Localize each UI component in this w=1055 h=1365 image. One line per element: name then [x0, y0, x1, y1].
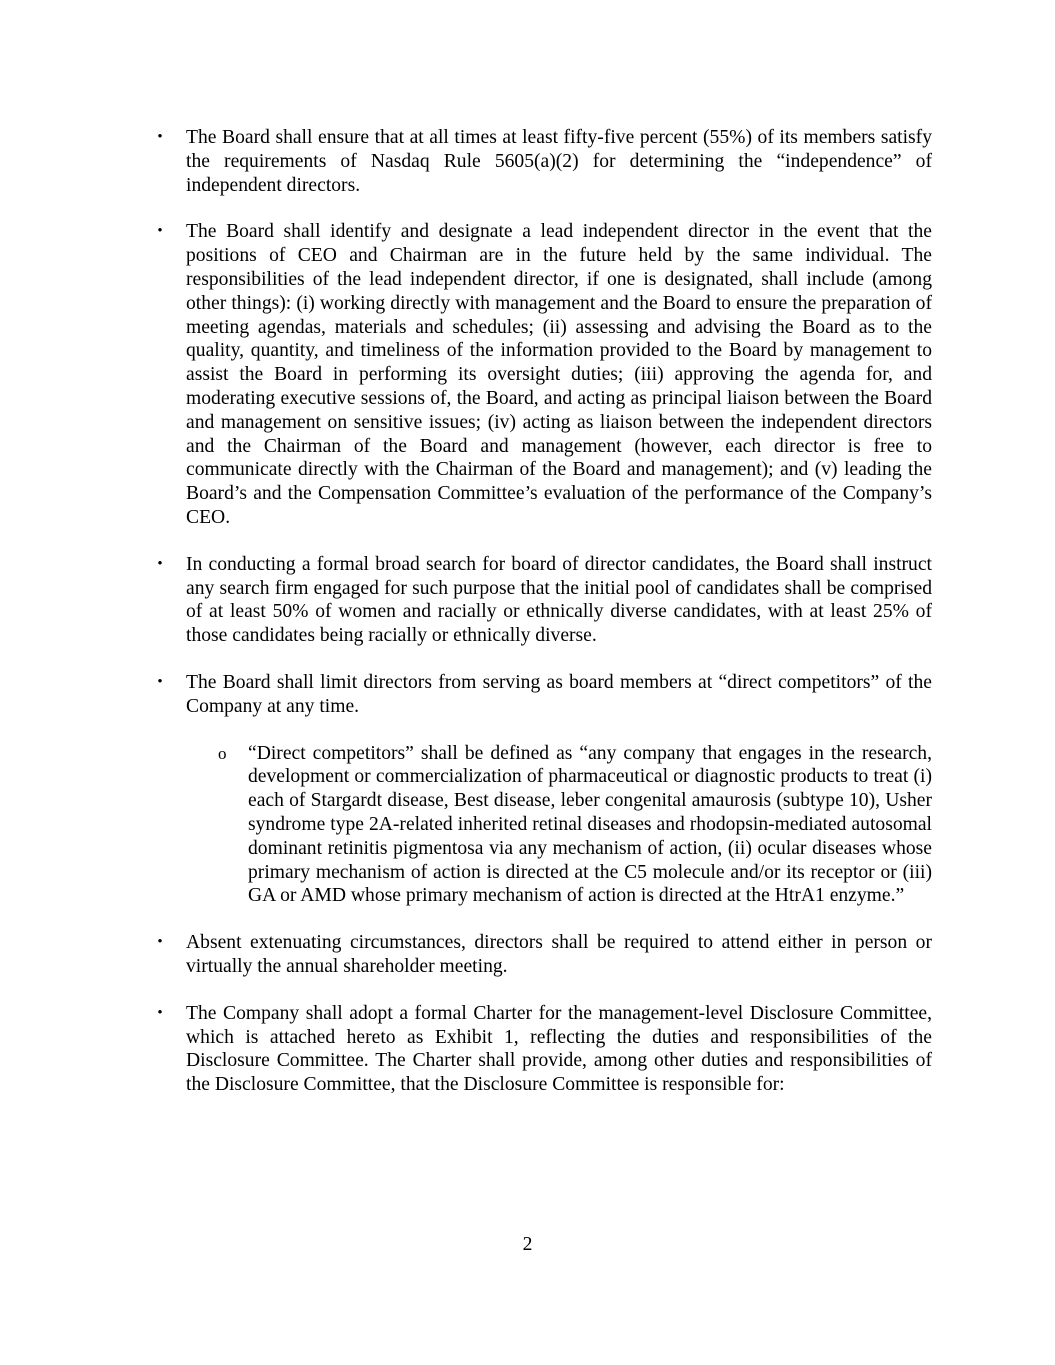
sub-bullet-item-definition [218, 742, 932, 909]
bullet-icon: • [157, 934, 163, 951]
bullet-icon: • [157, 129, 163, 145]
bullet-item-shareholder-meeting [157, 931, 932, 979]
paragraph-text: The Board shall identify and designate a lead independent director in the event that the positions of CEO and Chairman are in the future held by the same individual. The responsibilities of the lead independent director, if one is designated, shall include (among other things): (i) working directly with management and the Board to ensure the preparation of meeting agendas, materials and schedules; (ii) assessing and advising the Board as to the quality, quantity, and timeliness of the information provided to the Board by management to assist the Board in performing its oversight duties; (iii) approving the agenda for, and moderating executive sessions of, the Board, and acting as principal liaison between the Board and management on sensitive issues; (iv) acting as liaison between the independent directors and the Chairman of the Board and management (however, each director is free to communicate directly with the Chairman of the Board and management); and (v) leading the Board’s and the Compensation Committee’s evaluation of the performance of the Company’s CEO. [186, 221, 932, 528]
paragraph-text: In conducting a formal broad search for board of director candidates, the Board shall instruct any search firm engaged for such purpose that the initial pool of candidates shall be comprised of at least 50% of women and racially or ethnically diverse candidates, with at least 25% of those candidates being racially or ethnically diverse. [186, 553, 932, 647]
paragraph-text: The Board shall limit directors from serving as board members at “direct competitors” of the Company at any time. [186, 671, 932, 717]
bullet-icon: • [157, 673, 163, 690]
paragraph-text: The Company shall adopt a formal Charter for the management-level Disclosure Committee, which is attached hereto as Exhibit 1, reflecting the duties and responsibilities of the Disclosure Committee. The Charter shall provide, among other duties and responsibilities of the Disclosure Committee, that the Disclosure Committee is responsible for: [186, 1002, 932, 1096]
bullet-item-lead-director [157, 220, 932, 529]
paragraph-text: The Board shall ensure that at all times at least fifty-five percent (55%) of its members satisfy the requirements of Nasdaq Rule 5605(a)(2) for determining the “independence” of independent directors. [186, 127, 932, 196]
page-number: 2 [522, 1234, 533, 1255]
bullet-item-disclosure-committee [157, 1002, 932, 1097]
bullet-item-direct-competitors [157, 671, 932, 908]
sub-bullet-list [218, 742, 932, 909]
bullet-icon: • [157, 1004, 163, 1021]
bullet-item-independence [157, 126, 932, 197]
bullet-icon: • [157, 555, 163, 572]
hollow-bullet-icon: o [218, 743, 227, 763]
sub-paragraph-text: “Direct competitors” shall be defined as “any company that engages in the research, development or commercialization of pharmaceutical or diagnostic products to treat (i) each of Stargardt disease, Best disease, leber congenital amaurosis (subtype 10), Usher syndrome type 2A-related inherited retinal diseases and rhodopsin-mediated autosomal dominant retinitis pigmentosa via any mechanism of action, (ii) ocular diseases whose primary mechanism of action is directed at the C5 molecule and/or its receptor or (iii) GA or AMD whose primary mechanism of action is directed at the HtrA1 enzyme.” [248, 742, 932, 907]
bullet-item-candidate-search [157, 553, 932, 648]
bullet-list [157, 126, 932, 1120]
bullet-icon: • [157, 223, 163, 240]
paragraph-text: Absent extenuating circumstances, directors shall be required to attend either in person or virtually the annual shareholder meeting. [186, 932, 932, 977]
